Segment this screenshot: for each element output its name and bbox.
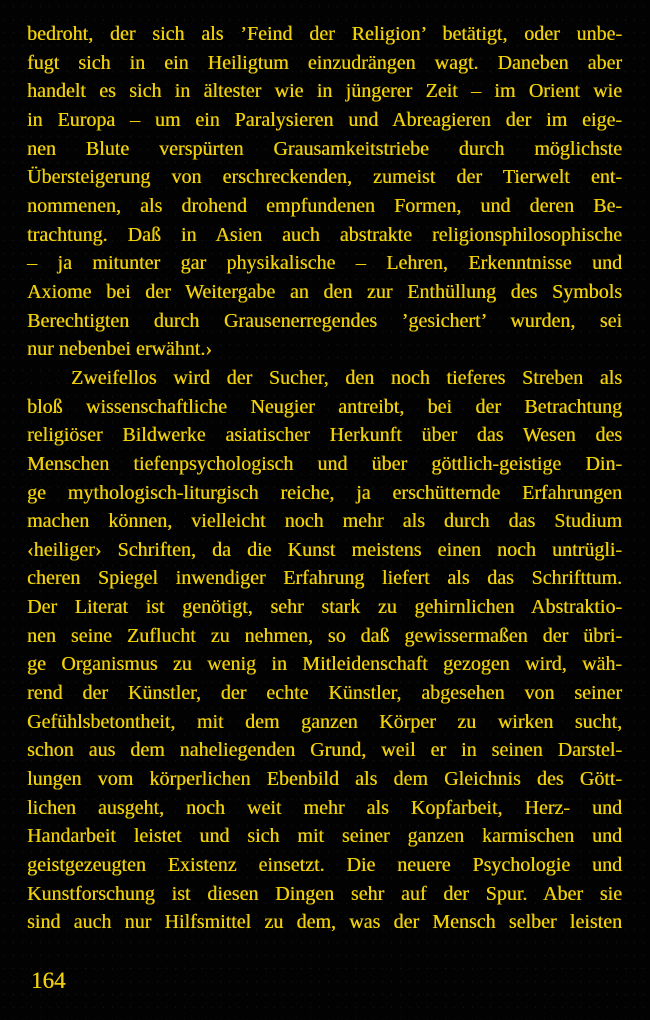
text-line: lichen ausgeht, noch weit mehr als Kopfarbeit, Herz- und [27,796,622,819]
text-line: trachtung. Daß in Asien auch abstrakte religionsphilosophische [27,223,622,246]
text-line: Der Literat ist genötigt, sehr stark zu gehirnlichen Abstraktio- [27,596,622,619]
text-line: geistgezeugten Existenz einsetzt. Die neuere Psychologie und [27,854,622,877]
text-line: nur nebenbei erwähnt.› [27,338,212,361]
text-line: nen seine Zuflucht zu nehmen, so daß gewissermaßen der übri- [27,624,622,647]
text-line: Zweifellos wird der Sucher, den noch tieferes Streben als [71,366,622,389]
text-line: fugt sich in ein Heiligtum einzudrängen wagt. Daneben aber [27,51,622,74]
text-line: cheren Spiegel inwendiger Erfahrung liefert als das Schrifttum. [27,567,622,590]
text-line: nommenen, als drohend empfundenen Formen, und deren Be- [27,194,622,217]
text-line: ge mythologisch-liturgisch reiche, ja erschütternde Erfahrungen [27,481,622,504]
text-line: in Europa – um ein Paralysieren und Abreagieren der im eige- [27,108,622,131]
body-text [27,20,622,937]
text-line: Übersteigerung von erschreckenden, zumeist der Tierwelt ent- [27,166,622,189]
page-number: 164 [31,968,66,993]
text-line: Gefühlsbetontheit, mit dem ganzen Körper zu wirken sucht, [27,710,622,733]
text-line: sind auch nur Hilfsmittel zu dem, was der Mensch selber leisten [27,911,622,934]
text-line: Axiome bei der Weitergabe an den zur Enthüllung des Symbols [27,280,622,303]
text-line: Menschen tiefenpsychologisch und über göttlich-geistige Din- [27,452,622,475]
text-line: Handarbeit leistet und sich mit seiner ganzen karmischen und [27,825,622,848]
text-line: machen können, vielleicht noch mehr als durch das Studium [27,510,622,533]
text-line: nen Blute verspürten Grausamkeitstriebe durch möglichste [27,137,622,160]
text-line: bedroht, der sich als ’Feind der Religion’ betätigt, oder unbe- [27,23,622,45]
text-line: religiöser Bildwerke asiatischer Herkunft über das Wesen des [27,424,622,447]
text-line: bloß wissenschaftliche Neugier antreibt, bei der Betrachtung [27,395,622,418]
text-line: Kunstforschung ist diesen Dingen sehr auf der Spur. Aber sie [27,882,622,905]
text-line: ‹heiliger› Schriften, da die Kunst meistens einen noch untrügli- [27,538,622,561]
text-line: Berechtigten durch Grausenerregendes ’gesichert’ wurden, sei [27,309,622,332]
text-line: schon aus dem naheliegenden Grund, weil er in seinen Darstel- [27,739,622,762]
text-line: ge Organismus zu wenig in Mitleidenschaft gezogen wird, wäh- [27,653,622,676]
text-line: rend der Künstler, der echte Künstler, abgesehen von seiner [27,682,622,705]
text-line: – ja mitunter gar physikalische – Lehren, Erkenntnisse und [27,252,622,275]
text-line: handelt es sich in ältester wie in jüngerer Zeit – im Orient wie [27,80,622,103]
text-line: lungen vom körperlichen Ebenbild als dem Gleichnis des Gött- [27,768,622,791]
